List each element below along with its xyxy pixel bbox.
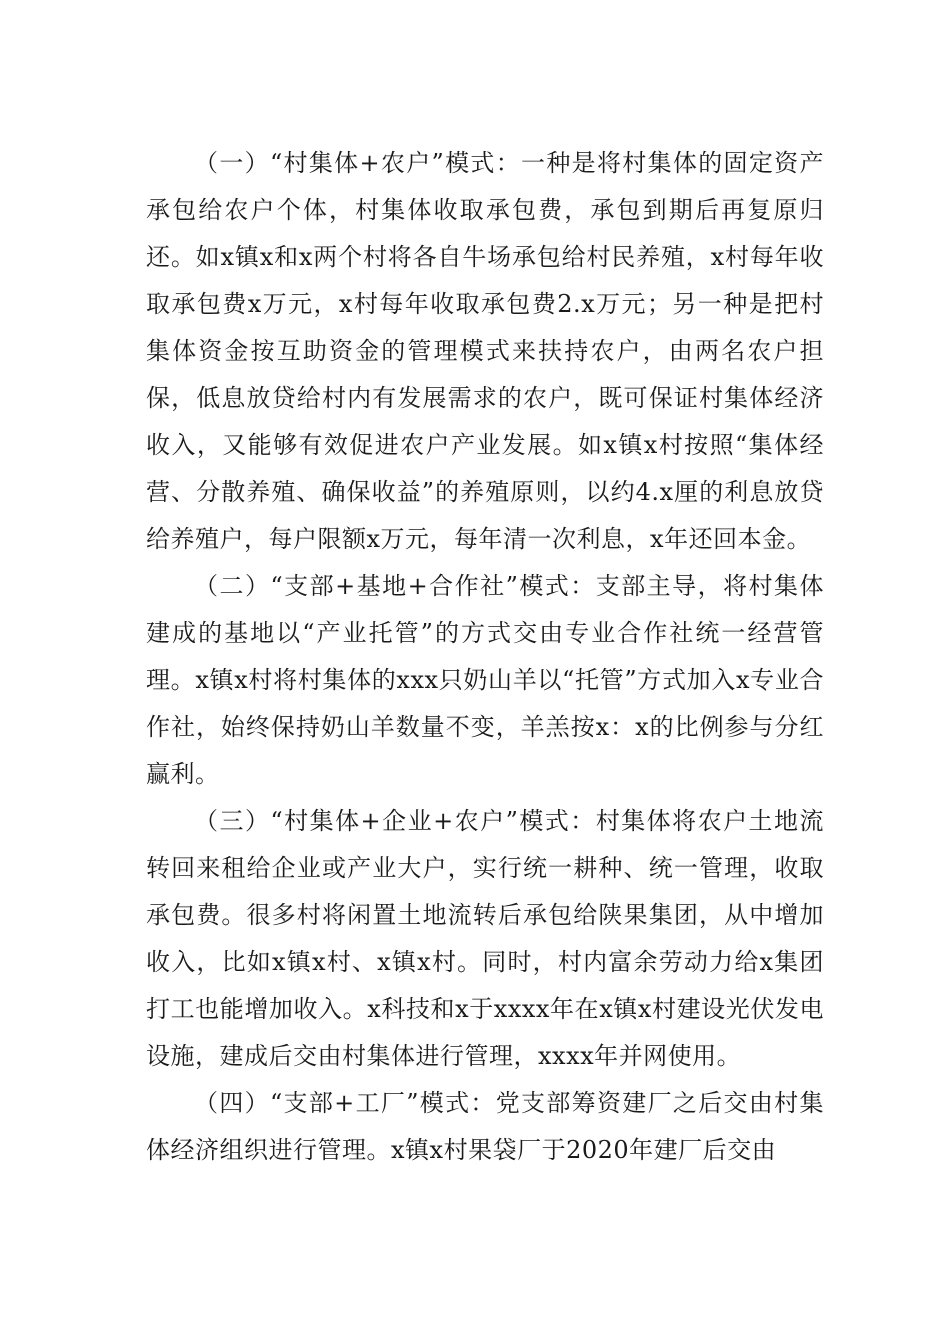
paragraph-model-4: （四）“支部+工厂”模式：党支部筹资建厂之后交由村集体经济组织进行管理。x镇x村果袋厂于2020年建厂后交由: [146, 1089, 824, 1164]
document-body: [146, 140, 824, 1174]
paragraph-model-3: （三）“村集体+企业+农户”模式：村集体将农户土地流转回来租给企业或产业大户，实行统一耕种、统一管理，收取承包费。很多村将闲置土地流转后承包给陕果集团，从中增加收入，比如x镇x村、x镇x村。同时，村内富余劳动力给x集团打工也能增加收入。x科技和x于xxxx年在x镇x村建设光伏发电设施，建成后交由村集体进行管理，xxxx年并网使用。: [146, 807, 824, 1070]
paragraph-model-2: （二）“支部+基地+合作社”模式：支部主导，将村集体建成的基地以“产业托管”的方式交由专业合作社统一经营管理。x镇x村将村集体的xxx只奶山羊以“托管”方式加入x专业合作社，始终保持奶山羊数量不变，羊羔按x：x的比例参与分红赢利。: [146, 572, 824, 788]
paragraph-model-1: （一）“村集体+农户”模式：一种是将村集体的固定资产承包给农户个体，村集体收取承包费，承包到期后再复原归还。如x镇x和x两个村将各自牛场承包给村民养殖，x村每年收取承包费x万元，x村每年收取承包费2.x万元；另一种是把村集体资金按互助资金的管理模式来扶持农户，由两名农户担保，低息放贷给村内有发展需求的农户，既可保证村集体经济收入，又能够有效促进农户产业发展。如x镇x村按照“集体经营、分散养殖、确保收益”的养殖原则，以约4.x厘的利息放贷给养殖户，每户限额x万元，每年清一次利息，x年还回本金。: [146, 149, 824, 553]
